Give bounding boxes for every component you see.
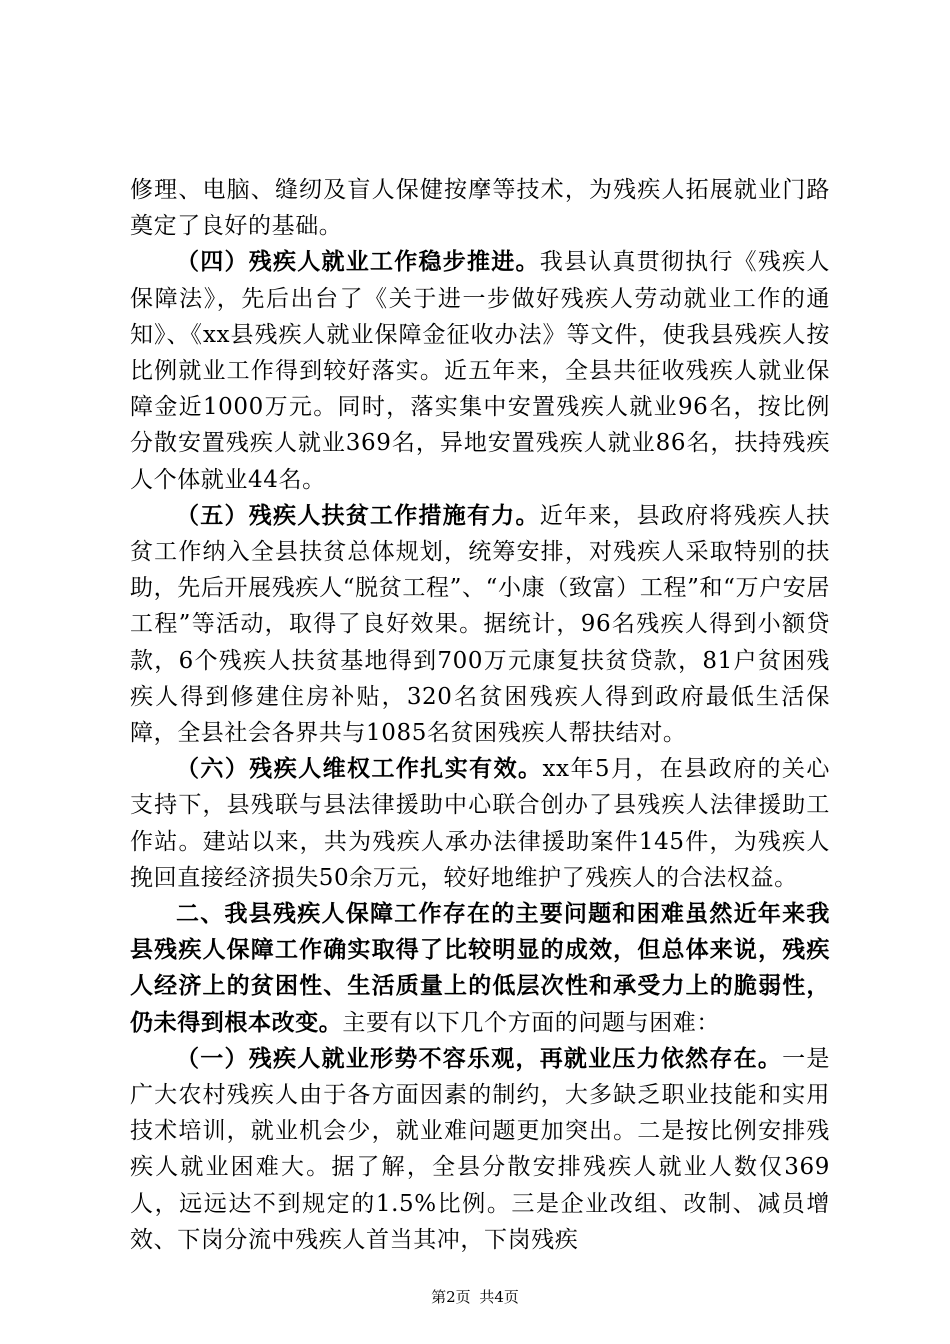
paragraph-text: 近年来，县政府将残疾人扶贫工作纳入全县扶贫总体规划，统筹安排，对残疾人采取特别的扶助，先后开展残疾人“脱贫工程”、“小康（致富）工程”和“万户安居工程”等活动，取得了良好效果。据统计，96名残疾人得到小额贷款，6个残疾人扶贫基地得到700万元康复扶贫贷款，81户贫困残疾人得到修建住房补贴，320名贫困残疾人得到政府最低生活保障，全县社会各界共与1085名贫困残疾人帮扶结对。 [130, 502, 831, 747]
page-total: 共4页 [479, 1288, 519, 1306]
paragraph-1 [130, 172, 830, 244]
page-footer [0, 1286, 950, 1307]
paragraph-5 [130, 896, 830, 1041]
paragraph-heading: （五）残疾人扶贫工作措施有力。 [176, 501, 540, 529]
paragraph-heading: （四）残疾人就业工作稳步推进。 [176, 248, 540, 276]
document-body [130, 172, 830, 1258]
paragraph-text: 主要有以下几个方面的问题与困难： [342, 1009, 721, 1036]
paragraph-text: 修理、电脑、缝纫及盲人保健按摩等技术，为残疾人拓展就业门路奠定了良好的基础。 [130, 177, 830, 240]
paragraph-4 [130, 751, 830, 896]
page-number: 第2页 [431, 1288, 471, 1306]
paragraph-heading: 二、我县残疾人保障工作存在的主要问题和困难虽然近年来我县残疾人保障工作确实取得了比较明显的成效，但总体来说，残疾人经济上的贫困性、生活质量上的低层次性和承受力上的脆弱性，仍未得到根本改变。 [130, 900, 830, 1036]
paragraph-heading: （一）残疾人就业形势不容乐观，再就业压力依然存在。 [176, 1044, 783, 1072]
paragraph-text: xx年5月，在县政府的关心支持下，县残联与县法律援助中心联合创办了县残疾人法律援助工作站。建站以来，共为残疾人承办法律援助案件145件，为残疾人挽回直接经济损失50余万元，较好地维护了残疾人的合法权益。 [130, 756, 830, 891]
paragraph-text: 一是广大农村残疾人由于各方面因素的制约，大多缺乏职业技能和实用技术培训，就业机会少，就业难问题更加突出。二是按比例安排残疾人就业困难大。据了解，全县分散安排残疾人就业人数仅369人，远远达不到规定的1.5%比例。三是企业改组、改制、减员增效、下岗分流中残疾人首当其冲，下岗残疾 [130, 1045, 831, 1253]
paragraph-3 [130, 498, 830, 751]
paragraph-heading: （六）残疾人维权工作扎实有效。 [176, 755, 543, 783]
paragraph-6 [130, 1041, 830, 1258]
paragraph-text: 我县认真贯彻执行《残疾人保障法》，先后出台了《关于进一步做好残疾人劳动就业工作的通知》、《xx县残疾人就业保障金征收办法》等文件，使我县残疾人按比例就业工作得到较好落实。近五年来，全县共征收残疾人就业保障金近1000万元。同时，落实集中安置残疾人就业96名，按比例分散安置残疾人就业369名，异地安置残疾人就业86名，扶持残疾人个体就业44名。 [130, 249, 831, 493]
paragraph-2 [130, 244, 830, 497]
